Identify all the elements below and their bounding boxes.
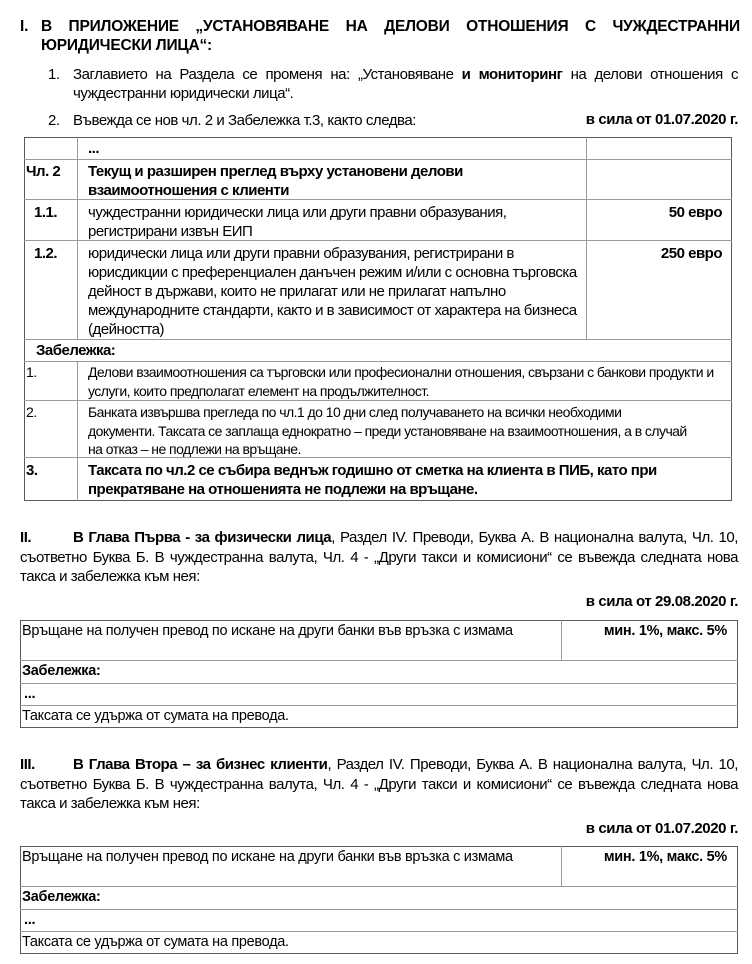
item-text-bold: и мониторинг [461,66,563,83]
table-divider [20,886,738,887]
note-label: Забележка: [22,663,101,679]
table-ellipsis: ... [24,912,36,928]
table-divider [77,137,78,340]
table-divider [20,683,738,684]
effective-date: в сила от 01.07.2020 г. [585,820,738,837]
row-code: 1.2. [34,245,58,262]
effective-date: в сила от 01.07.2020 г. [585,111,738,128]
row-code: 1.1. [34,204,58,221]
service-name: Връщане на получен превод по искане на други банки във връзка с измама [22,623,513,639]
note-text: Делови взаимоотношения са търговски или професионални отношения, свързани с банкови продукти и услуги, които предполагат елемент на продължителност. [88,364,714,399]
section-2-lead: В Глава Първа - за физически лица [73,529,332,546]
item-text-part: на делови отношения с чуждестранни юридически лица“. [73,66,738,102]
note-label: Забележка: [36,342,116,359]
table-divider [20,660,738,661]
table-divider [77,361,78,501]
row-description: юридически лица или други правни образувания, регистрирани в юрисдикции с преференциален данъчен режим и/или с основна търговска дейност в държави, които не прилагат или не прилагат напълно международните стандарти, както и в зависимост от характера на бизнеса (дейността) [88,245,577,338]
note-text: Таксата по чл.2 се събира веднъж годишно от сметка на клиента в ПИБ, като при прекратяване на отношенията не подлежи на връщане. [88,462,657,498]
section-3-paragraph [20,755,738,814]
article-label: Чл. 2 [26,163,61,180]
note-number: 2. [26,404,37,420]
item-text-part: Заглавието на Раздела се променя на: „Установяване [73,66,462,83]
note-text: Банката извършва прегледа по чл.1 до 10 дни след получаването на всички необходими документи. Таксата се заплаща еднократно – преди установяване на взаимоотношения, а в случай на отказ – не подлежи на връщане. [88,404,687,457]
item-number: 2. [48,112,60,129]
table-ellipsis: ... [24,686,36,702]
table-divider [24,400,732,401]
service-fee: мин. 1%, макс. 5% [603,623,727,639]
note-label: Забележка: [22,889,101,905]
table-divider [24,361,732,362]
row-description: чуждестранни юридически лица или други правни образувания, регистрирани извън ЕИП [88,204,507,240]
section-2-paragraph [20,528,738,587]
table-divider [20,931,738,932]
table-divider [561,620,562,660]
section-2-number: II. [20,529,32,546]
service-name: Връщане на получен превод по искане на други банки във връзка с измама [22,849,513,865]
note-number: 3. [26,462,38,479]
row-fee: 50 евро [668,204,722,221]
section-1-number: I. [20,18,29,35]
table-divider [20,705,738,706]
table-divider [561,846,562,886]
article-title: Текущ и разширен преглед върху установени делови взаимоотношения с клиенти [88,163,463,199]
section-3-text: , Раздел IV. Преводи, Буква А. В национална валута, Чл. 10, съответно Буква Б. В чуждестранна валута, Чл. 4 - „Други такси и комисиони“ се въвежда следната нова такса и забележка към нея: [20,756,738,812]
section-3-lead: В Глава Втора – за бизнес клиенти [73,756,328,773]
section-1-title: В ПРИЛОЖЕНИЕ „УСТАНОВЯВАНЕ НА ДЕЛОВИ ОТНОШЕНИЯ С ЧУЖДЕСТРАННИ ЮРИДИЧЕСКИ ЛИЦА“: [41,18,740,54]
table-divider [24,339,732,340]
table-divider [24,159,732,160]
effective-date: в сила от 29.08.2020 г. [585,593,738,610]
item-number: 1. [48,66,60,83]
row-fee: 250 евро [660,245,722,262]
note-text: Таксата се удържа от сумата на превода. [22,934,289,950]
table-ellipsis: ... [88,140,100,157]
section-2-text: , Раздел IV. Преводи, Буква А. В национална валута, Чл. 10, съответно Буква Б. В чуждестранна валута, Чл. 4 - „Други такси и комисиони“ се въвежда следната нова такса и забележка към нея: [20,529,738,585]
table-divider [586,137,587,340]
item-text [73,65,738,103]
section-1-heading [20,17,740,55]
item-text: Въвежда се нов чл. 2 и Забележка т.3, както следва: [73,112,417,129]
note-number: 1. [26,364,37,380]
section-3-number: III. [20,756,35,773]
table-divider [20,909,738,910]
section-1-item-1 [48,65,738,103]
service-fee: мин. 1%, макс. 5% [603,849,727,865]
note-text: Таксата се удържа от сумата на превода. [22,708,289,724]
